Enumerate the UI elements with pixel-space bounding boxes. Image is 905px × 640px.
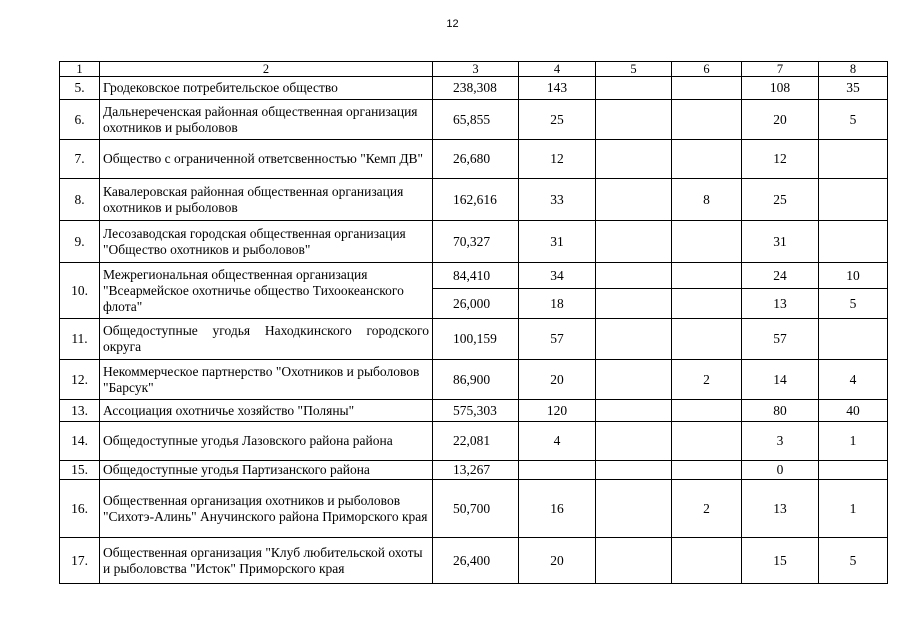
row-number: 12. — [60, 360, 100, 400]
organization-name: Гродековское потребительское общество — [100, 77, 433, 100]
area-value: 26,680 — [433, 140, 519, 179]
col7-value: 25 — [742, 179, 819, 221]
col8-value — [819, 461, 888, 480]
column-header: 6 — [672, 62, 742, 77]
area-value: 26,400 — [433, 538, 519, 584]
col5-value — [596, 538, 672, 584]
row-number: 8. — [60, 179, 100, 221]
table-row — [60, 77, 888, 100]
col5-value — [596, 77, 672, 100]
col5-value — [596, 140, 672, 179]
organization-name: Общество с ограниченной ответсвенностью "Кемп ДВ" — [100, 140, 433, 179]
table-row — [60, 179, 888, 221]
row-number: 16. — [60, 480, 100, 538]
col6-value — [672, 77, 742, 100]
organization-name: Некоммерческое партнерство "Охотников и рыболовов "Барсук" — [100, 360, 433, 400]
col6-value: 2 — [672, 480, 742, 538]
area-value: 84,410 — [433, 263, 519, 289]
col6-value — [672, 400, 742, 422]
col6-value — [672, 538, 742, 584]
row-number: 13. — [60, 400, 100, 422]
col4-value: 57 — [519, 319, 596, 360]
col7-value: 24 — [742, 263, 819, 289]
col6-value — [672, 319, 742, 360]
col5-value — [596, 179, 672, 221]
col4-value: 33 — [519, 179, 596, 221]
col4-value: 18 — [519, 289, 596, 319]
row-number: 14. — [60, 422, 100, 461]
organization-name: Общественная организация "Клуб любительской охоты и рыболовства "Исток" Приморского края — [100, 538, 433, 584]
area-value: 100,159 — [433, 319, 519, 360]
col8-value — [819, 179, 888, 221]
table-row — [60, 480, 888, 538]
col4-value: 20 — [519, 538, 596, 584]
row-number: 9. — [60, 221, 100, 263]
page-number: 12 — [446, 18, 459, 30]
table-row — [60, 263, 888, 289]
row-number: 7. — [60, 140, 100, 179]
area-value: 26,000 — [433, 289, 519, 319]
table-row — [60, 461, 888, 480]
organization-name: Общедоступные угодья Лазовского района района — [100, 422, 433, 461]
col7-value: 13 — [742, 480, 819, 538]
col5-value — [596, 422, 672, 461]
organization-name: Общедоступные угодья Партизанского района — [100, 461, 433, 480]
table-header-row — [60, 62, 888, 77]
col8-value: 1 — [819, 480, 888, 538]
col6-value: 2 — [672, 360, 742, 400]
col5-value — [596, 461, 672, 480]
col4-value: 34 — [519, 263, 596, 289]
col5-value — [596, 100, 672, 140]
col5-value — [596, 400, 672, 422]
col8-value: 4 — [819, 360, 888, 400]
table-row — [60, 319, 888, 360]
col7-value: 3 — [742, 422, 819, 461]
col8-value: 5 — [819, 538, 888, 584]
area-value: 70,327 — [433, 221, 519, 263]
col4-value: 143 — [519, 77, 596, 100]
row-number: 15. — [60, 461, 100, 480]
column-header: 3 — [433, 62, 519, 77]
organization-name: Межрегиональная общественная организация "Всеармейское охотничье общество Тихоокеанского флота" — [100, 263, 433, 319]
col8-value: 40 — [819, 400, 888, 422]
table-row — [60, 221, 888, 263]
row-number: 11. — [60, 319, 100, 360]
col7-value: 20 — [742, 100, 819, 140]
col6-value: 8 — [672, 179, 742, 221]
column-header: 1 — [60, 62, 100, 77]
col7-value: 12 — [742, 140, 819, 179]
col4-value — [519, 461, 596, 480]
table-row — [60, 400, 888, 422]
col7-value: 0 — [742, 461, 819, 480]
col8-value: 1 — [819, 422, 888, 461]
col4-value: 31 — [519, 221, 596, 263]
column-header: 5 — [596, 62, 672, 77]
col4-value: 12 — [519, 140, 596, 179]
col4-value: 120 — [519, 400, 596, 422]
col4-value: 20 — [519, 360, 596, 400]
col8-value — [819, 221, 888, 263]
area-value: 13,267 — [433, 461, 519, 480]
col7-value: 15 — [742, 538, 819, 584]
row-number: 10. — [60, 263, 100, 319]
organization-name: Общественная организация охотников и рыболовов "Сихотэ-Алинь" Анучинского района Приморского края — [100, 480, 433, 538]
col5-value — [596, 263, 672, 289]
col8-value: 35 — [819, 77, 888, 100]
table-row — [60, 140, 888, 179]
col6-value — [672, 289, 742, 319]
organization-name: Дальнереченская районная общественная организация охотников и рыболовов — [100, 100, 433, 140]
area-value: 22,081 — [433, 422, 519, 461]
col7-value: 80 — [742, 400, 819, 422]
area-value: 238,308 — [433, 77, 519, 100]
row-number: 17. — [60, 538, 100, 584]
organization-name: Ассоциация охотничье хозяйство "Поляны" — [100, 400, 433, 422]
col4-value: 25 — [519, 100, 596, 140]
col8-value: 5 — [819, 289, 888, 319]
col8-value: 5 — [819, 100, 888, 140]
col6-value — [672, 140, 742, 179]
col5-value — [596, 319, 672, 360]
col7-value: 31 — [742, 221, 819, 263]
col4-value: 4 — [519, 422, 596, 461]
col5-value — [596, 480, 672, 538]
row-number: 6. — [60, 100, 100, 140]
col6-value — [672, 221, 742, 263]
col5-value — [596, 221, 672, 263]
col6-value — [672, 461, 742, 480]
area-value: 575,303 — [433, 400, 519, 422]
col5-value — [596, 360, 672, 400]
row-number: 5. — [60, 77, 100, 100]
area-value: 162,616 — [433, 179, 519, 221]
table-row — [60, 360, 888, 400]
table-row — [60, 422, 888, 461]
col8-value — [819, 319, 888, 360]
column-header: 8 — [819, 62, 888, 77]
col5-value — [596, 289, 672, 319]
column-header: 4 — [519, 62, 596, 77]
col4-value: 16 — [519, 480, 596, 538]
area-value: 50,700 — [433, 480, 519, 538]
column-header: 2 — [100, 62, 433, 77]
organization-name: Кавалеровская районная общественная организация охотников и рыболовов — [100, 179, 433, 221]
col7-value: 13 — [742, 289, 819, 319]
col8-value: 10 — [819, 263, 888, 289]
col7-value: 108 — [742, 77, 819, 100]
area-value: 86,900 — [433, 360, 519, 400]
organization-name: Общедоступные угодья Находкинского городского округа — [100, 319, 433, 360]
table-row — [60, 100, 888, 140]
hunting-grounds-table — [59, 61, 888, 584]
col6-value — [672, 422, 742, 461]
col6-value — [672, 100, 742, 140]
col7-value: 14 — [742, 360, 819, 400]
area-value: 65,855 — [433, 100, 519, 140]
col7-value: 57 — [742, 319, 819, 360]
table-row — [60, 538, 888, 584]
col6-value — [672, 263, 742, 289]
column-header: 7 — [742, 62, 819, 77]
col8-value — [819, 140, 888, 179]
organization-name: Лесозаводская городская общественная организация "Общество охотников и рыболовов" — [100, 221, 433, 263]
